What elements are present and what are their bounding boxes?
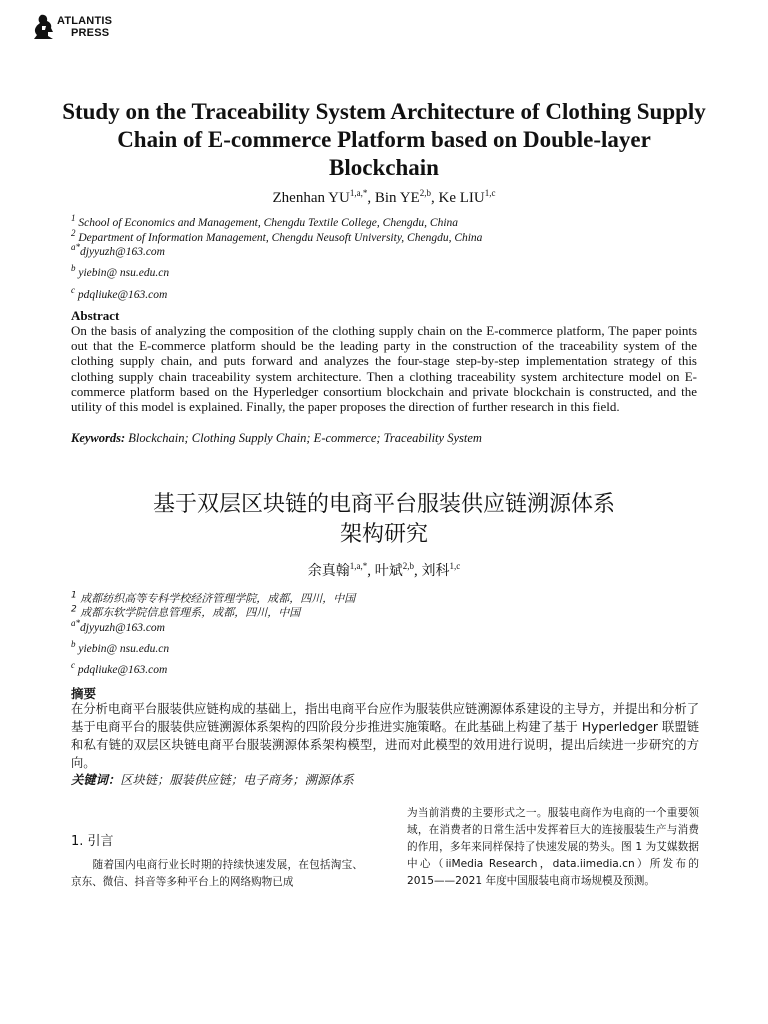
aff-mark: 2 (71, 228, 76, 239)
author-sup: 2,b (419, 188, 431, 198)
aff-mark: 2 (71, 604, 77, 615)
chinese-abstract-heading: 摘要 (71, 686, 97, 701)
aff-mark: 1 (71, 590, 77, 601)
aff-text: 成都纺织高等专科学校经济管理学院，成都，四川，中国 (76, 592, 356, 605)
chinese-title-line1: 基于双层区块链的电商平台服装供应链溯源体系 (152, 492, 615, 517)
thinker-statue-icon (32, 14, 54, 40)
author-name: 余真翰 (307, 563, 350, 579)
english-affiliation-2 (71, 228, 711, 246)
email-text: yiebin@ nsu.edu.cn (75, 267, 170, 279)
aff-text: Department of Information Management, Chengdu Neusoft University, Chengdu, China (75, 232, 483, 244)
email-mark: a* (71, 618, 80, 629)
email-text: pdqliuke@163.com (75, 289, 168, 301)
publisher-name (57, 15, 112, 39)
english-affiliation-1 (71, 213, 711, 231)
author-name: 刘科 (421, 563, 450, 579)
email-mark: c (71, 660, 75, 671)
author-sep: , (414, 563, 422, 579)
author-sup: 1,a,* (349, 561, 368, 571)
chinese-title-line2: 架构研究 (339, 522, 428, 547)
keywords-label: 关键词： (71, 773, 121, 787)
email-mark: b (71, 639, 76, 650)
aff-mark: 1 (71, 213, 76, 224)
author-name: Zhenhan YU (272, 190, 350, 206)
body-left-column: 随着国内电商行业长时期的持续快速发展，在包括淘宝、京东、微信、抖音等多种平台上的网络购物已成 (71, 859, 363, 888)
keywords-text: 区块链；服装供应链；电子商务；溯源体系 (120, 773, 354, 787)
author-name: Bin YE (374, 190, 420, 206)
keywords-label: Keywords: (71, 431, 126, 445)
publisher-line1: ATLANTIS (57, 15, 113, 27)
author-sep: , (430, 190, 439, 206)
publisher-line2: PRESS (71, 27, 110, 39)
chinese-email-c (71, 660, 711, 678)
email-mark: b (71, 263, 76, 274)
chinese-authors (0, 561, 768, 581)
email-text: yiebin@ nsu.edu.cn (75, 643, 170, 655)
author-sep: , (367, 563, 375, 579)
aff-text: School of Economics and Management, Chengdu Textile College, Chengdu, China (75, 217, 459, 229)
author-name: 叶斌 (374, 563, 403, 579)
email-text: pdqliuke@163.com (75, 664, 168, 676)
author-name: Ke LIU (438, 190, 485, 206)
english-abstract-body: On the basis of analyzing the composition of the clothing supply chain on the E-commerce platform, The paper points out that the E-commerce platform should be the leading party in the construction of the traceability system of the clothing supply chain, and puts forward and analyzes the four-stage step-by-step implementation strategy of this clothing supply chain traceability system architecture. Then a clothing traceability system architecture model on E-commerce platform based on the Hyperledger consortium blockchain and private blockchain is constructed, and the utility of this model is explained. Finally, the paper proposes the direction of further research in this field. (71, 323, 697, 415)
email-mark: a* (71, 242, 80, 253)
email-text: djyyuzh@163.com (80, 246, 165, 258)
author-sup: 1,c (484, 188, 496, 198)
email-mark: c (71, 285, 75, 296)
english-keywords (71, 430, 482, 446)
english-title: Study on the Traceability System Architecture of Clothing Supply Chain of E-commerce Platform based on Double-layer Blockchain (62, 99, 706, 180)
keywords-text: Blockchain; Clothing Supply Chain; E-commerce; Traceability System (125, 431, 482, 445)
author-sup: 1,c (449, 561, 461, 571)
chinese-affiliation-1 (71, 591, 711, 606)
author-sup: 2,b (402, 561, 414, 571)
chinese-title (60, 490, 708, 550)
section-heading-introduction: 1. 引言 (71, 834, 114, 849)
email-text: djyyuzh@163.com (80, 622, 165, 634)
aff-text: 成都东软学院信息管理系，成都，四川，中国 (76, 606, 301, 619)
body-right-column: 为当前消费的主要形式之一。服装电商作为电商的一个重要领域，在消费者的日常生活中发挥着巨大的连接服装生产与消费的作用，多年来同样保持了快速发展的势头。图 1 为艾媒数据中心（iiMedia Research，data.iimedia.cn）所发布的 2015——2021 年度中国服装电商市场规模及预测。 (407, 807, 699, 887)
chinese-affiliation-2 (71, 605, 711, 620)
english-abstract-heading: Abstract (71, 308, 120, 323)
english-email-a (71, 242, 711, 260)
chinese-abstract-body: 在分析电商平台服装供应链构成的基础上，指出电商平台应作为服装供应链溯源体系建设的主导方，并提出和分析了基于电商平台的服装供应链溯源体系架构的四阶段分步推进实施策略。在此基础上构建了基于 Hyperledger 联盟链和私有链的双层区块链电商平台服装溯源体系架构模型，进而对此模型的效用进行说明，提出后续进一步研究的方向。 (71, 702, 699, 770)
author-sep: , (367, 190, 375, 206)
english-email-c (71, 285, 711, 303)
english-authors (0, 188, 768, 208)
publisher-logo (32, 14, 112, 40)
chinese-email-a (71, 618, 711, 636)
chinese-email-b (71, 639, 711, 657)
english-email-b (71, 263, 711, 281)
author-sup: 1,a,* (349, 188, 368, 198)
chinese-keywords (71, 772, 354, 788)
